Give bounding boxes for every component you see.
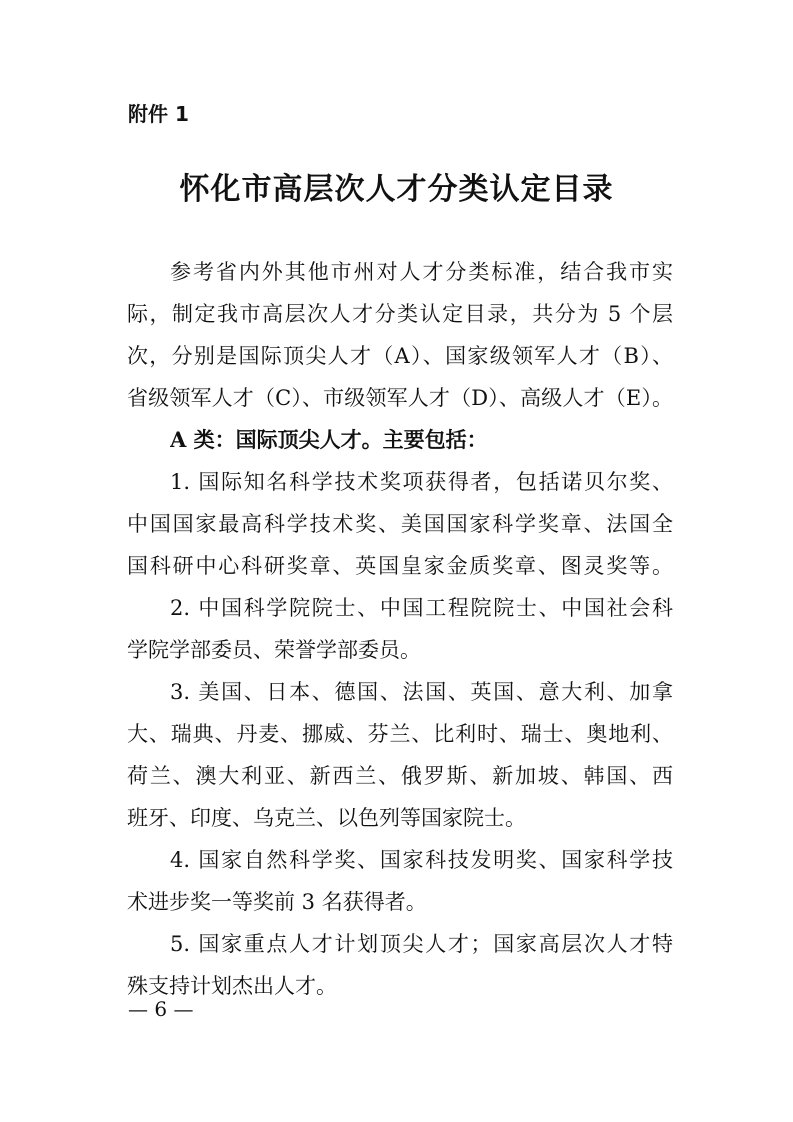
intro-line-3: 次，分别是国际顶尖人才（A）、国家级领军人才（B）、: [127, 344, 673, 368]
page-number: — 6 —: [128, 997, 194, 1021]
category-a-heading: A 类：国际顶尖人才。主要包括：: [170, 427, 488, 452]
intro-line-1: 参考省内外其他市州对人才分类标准，结合我市实: [170, 260, 673, 284]
intro-line-2: 际，制定我市高层次人才分类认定目录，共分为 5 个层: [127, 302, 673, 326]
item-3-line-2: 大、瑞典、丹麦、挪威、芬兰、比利时、瑞士、奥地利、: [127, 722, 673, 746]
item-2-line-1: 2. 中国科学院院士、中国工程院院士、中国社会科: [170, 596, 673, 620]
item-3-line-1: 3. 美国、日本、德国、法国、英国、意大利、加拿: [170, 680, 673, 704]
intro-line-4: 省级领军人才（C）、市级领军人才（D）、高级人才（E）。: [127, 386, 673, 410]
document-title: 怀化市高层次人才分类认定目录: [179, 172, 614, 207]
item-4-line-1: 4. 国家自然科学奖、国家科技发明奖、国家科学技: [170, 848, 673, 872]
item-1-line-1: 1. 国际知名科学技术奖项获得者，包括诺贝尔奖、: [170, 470, 673, 494]
item-1-line-2: 中国国家最高科学技术奖、美国国家科学奖章、法国全: [127, 512, 673, 536]
item-3-line-3: 荷兰、澳大利亚、新西兰、俄罗斯、新加坡、韩国、西: [127, 764, 673, 788]
item-5-line-2: 殊支持计划杰出人才。: [127, 974, 337, 998]
item-5-line-1: 5. 国家重点人才计划顶尖人才；国家高层次人才特: [170, 932, 673, 956]
item-1-line-3: 国科研中心科研奖章、英国皇家金质奖章、图灵奖等。: [127, 554, 673, 578]
attachment-label: 附件 1: [128, 102, 189, 126]
item-4-line-2: 术进步奖一等奖前 3 名获得者。: [127, 890, 427, 914]
item-3-line-4: 班牙、印度、乌克兰、以色列等国家院士。: [127, 806, 526, 830]
item-2-line-2: 学院学部委员、荣誉学部委员。: [127, 638, 421, 662]
